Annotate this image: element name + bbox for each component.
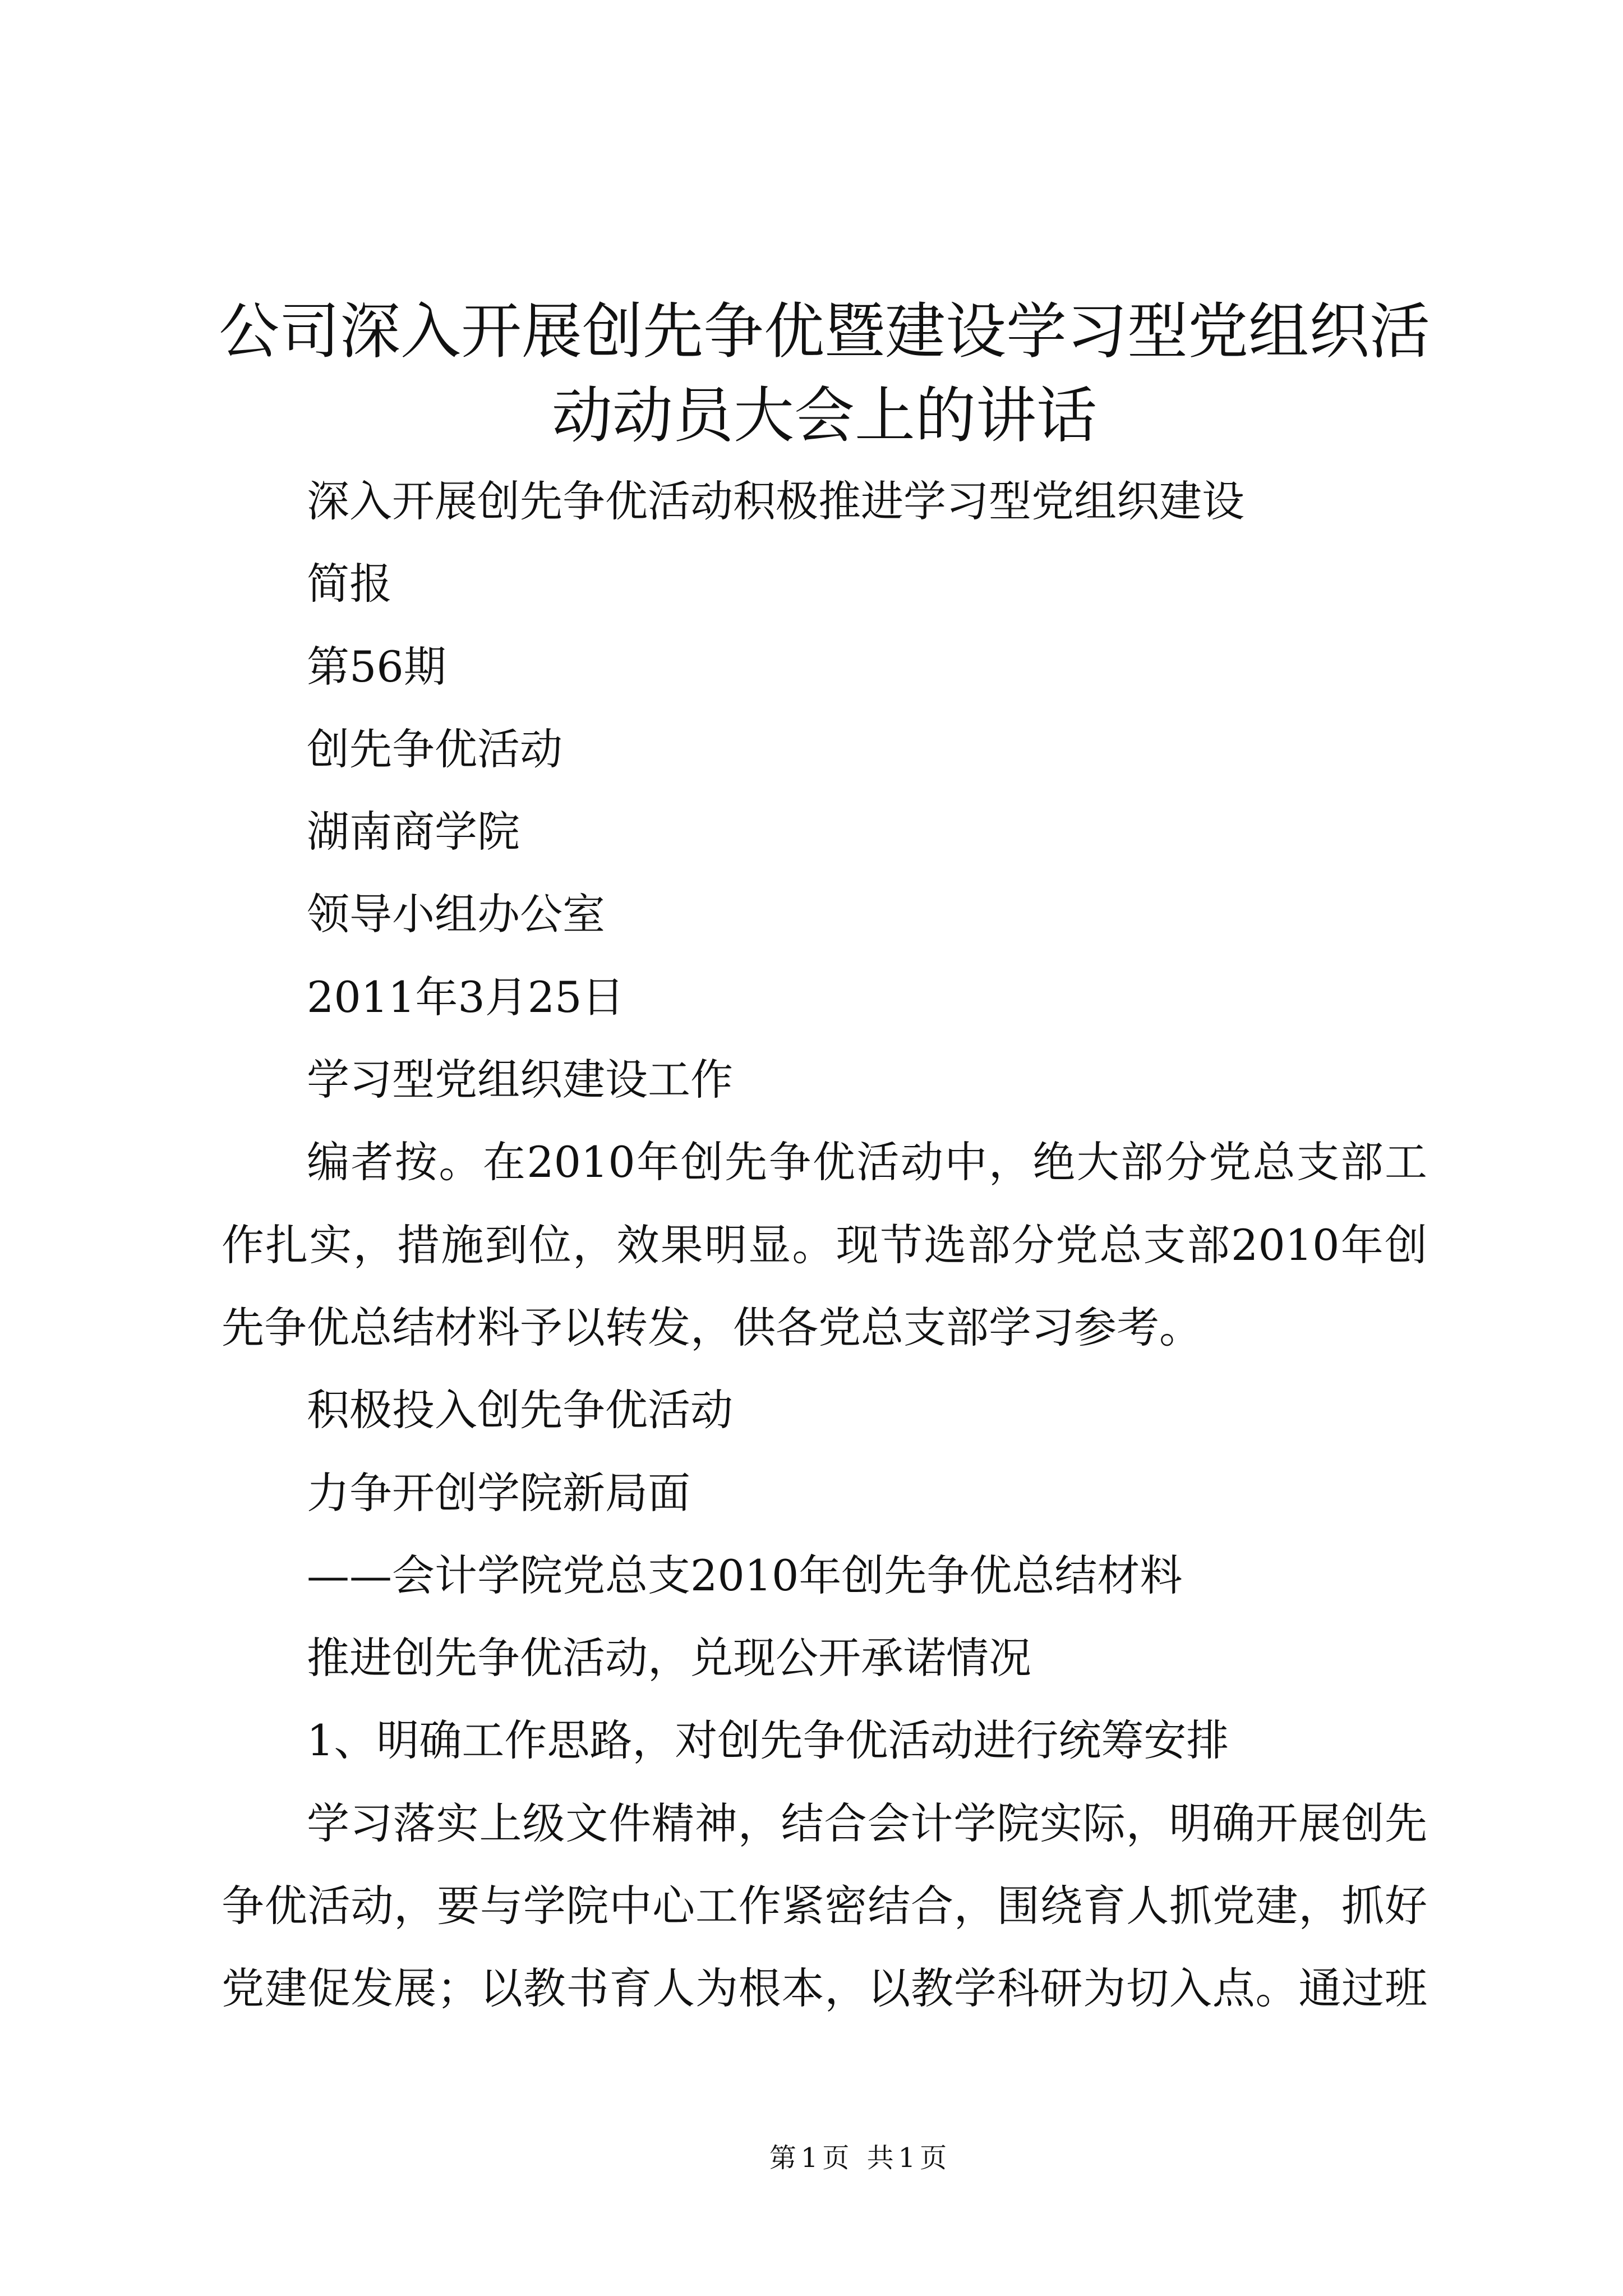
paragraph-line: 学习落实上级文件精神，结合会计学院实际，明确开展创先 [307, 1798, 1427, 1848]
body-paragraph [222, 873, 1427, 955]
editor-note-paragraph [222, 1121, 1427, 1369]
paragraph-line: 领导小组办公室 [307, 889, 605, 940]
paragraph-line: 2011年3月25日 [307, 972, 625, 1022]
paragraph-line: 作扎实，措施到位，效果明显。现节选部分党总支部2010年创 [222, 1220, 1427, 1270]
paragraph-line: 推进创先争优活动，兑现公开承诺情况 [307, 1633, 1031, 1683]
body-paragraph [222, 1534, 1427, 1617]
paragraph-line: ——会计学院党总支2010年创先争优总结材料 [307, 1550, 1183, 1600]
body-paragraph [222, 1782, 1427, 2030]
body-paragraph [222, 1452, 1427, 1534]
paragraph-line: 1、明确工作思路，对创先争优活动进行统筹安排 [307, 1715, 1229, 1766]
paragraph-line: 创先争优活动 [307, 724, 562, 774]
body-paragraph [222, 625, 1427, 708]
paragraph-line: 学习型党组织建设工作 [307, 1055, 733, 1105]
body-paragraph [222, 956, 1427, 1038]
body-paragraph [222, 1369, 1427, 1451]
body-paragraph [222, 542, 1427, 625]
document-title [213, 290, 1436, 458]
paragraph-line: 深入开展创先争优活动积极推进学习型党组织建设 [307, 476, 1244, 526]
section-heading [222, 1617, 1427, 1699]
paragraph-line: 争优活动，要与学院中心工作紧密结合，围绕育人抓党建，抓好 [222, 1881, 1427, 1931]
paragraph-line: 先争优总结材料予以转发，供各党总支部学习参考。 [222, 1302, 1202, 1352]
body-paragraph [222, 1038, 1427, 1121]
paragraph-line: 编者按。在2010年创先争优活动中，绝大部分党总支部工 [307, 1137, 1427, 1188]
paragraph-line: 湖南商学院 [307, 807, 520, 857]
document-body [222, 460, 1427, 2030]
title-line: 动动员大会上的讲话 [551, 381, 1097, 451]
paragraph-line: 力争开创学院新局面 [307, 1467, 690, 1518]
title-line: 公司深入开展创先争优暨建设学习型党组织活 [218, 297, 1430, 367]
paragraph-line: 积极投入创先争优活动 [307, 1385, 733, 1435]
paragraph-line: 第56期 [307, 641, 446, 692]
page-footer: 第1页 共1页 [769, 2142, 952, 2174]
body-paragraph [222, 790, 1427, 873]
subsection-heading [222, 1699, 1427, 1782]
body-paragraph [222, 460, 1427, 542]
paragraph-line: 党建促发展；以教书育人为根本，以教学科研为切入点。通过班 [222, 1963, 1427, 2014]
body-paragraph [222, 708, 1427, 790]
paragraph-line: 简报 [307, 559, 392, 609]
